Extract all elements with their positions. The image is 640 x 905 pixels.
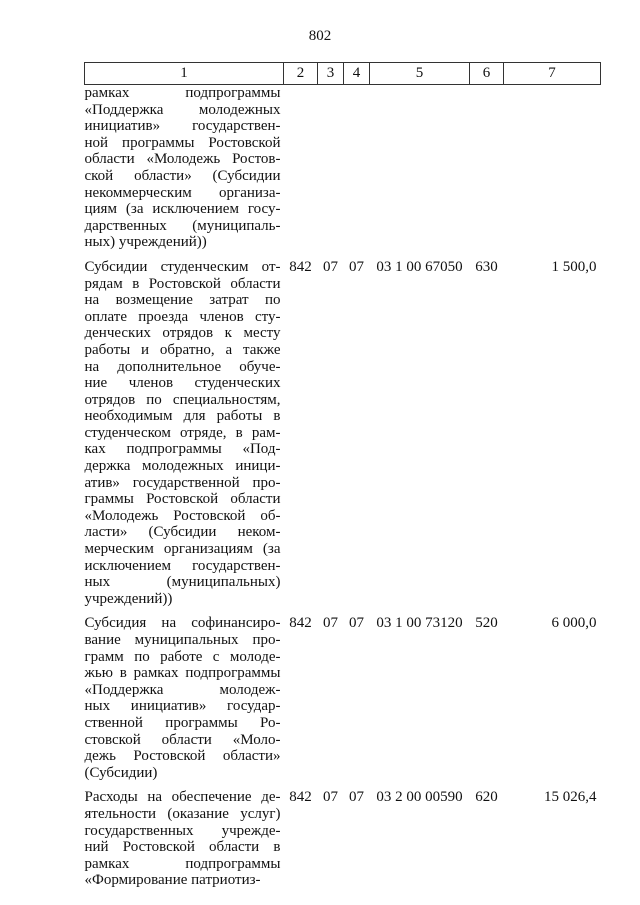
table-row bbox=[85, 607, 601, 781]
expense-type-code: 520 bbox=[475, 615, 498, 632]
description-line: «Поддержка молодежных bbox=[84, 101, 281, 118]
subsection-code bbox=[344, 85, 370, 251]
description-line: мерческим организациям (за bbox=[84, 541, 281, 558]
description-line: отрядов по специальностям, bbox=[84, 391, 281, 408]
section-code: 07 bbox=[323, 789, 338, 806]
amount: 15 026,4 bbox=[544, 789, 597, 806]
column-header: 1 bbox=[85, 63, 284, 85]
description-line: Субсидии студенческим от- bbox=[84, 258, 281, 275]
row-description bbox=[85, 781, 284, 889]
amount: 6 000,0 bbox=[551, 615, 597, 632]
description-line: на дополнительное обуче- bbox=[84, 358, 281, 375]
description-line: ках подпрограммы «Под- bbox=[84, 441, 281, 458]
description-line: ласти» (Субсидии неком- bbox=[84, 524, 281, 541]
section-code bbox=[318, 85, 344, 251]
description-line: вание муниципальных про- bbox=[84, 632, 281, 648]
ministry-code: 842 bbox=[289, 258, 312, 275]
description-line: «Молодежь Ростовской об- bbox=[84, 507, 281, 524]
description-line: ятельности (оказание услуг) bbox=[84, 805, 281, 822]
description-line: рядам в Ростовской области bbox=[84, 275, 281, 292]
description-line: ных) учреждений)) bbox=[84, 234, 207, 251]
description-line: денческих отрядов к месту bbox=[84, 325, 281, 342]
description-line: оплате проезда членов сту- bbox=[84, 308, 281, 325]
ministry-code: 842 bbox=[289, 615, 312, 632]
description-line: учреждений)) bbox=[84, 590, 173, 607]
section-code: 07 bbox=[323, 615, 338, 632]
column-header: 2 bbox=[284, 63, 318, 85]
section-code: 07 bbox=[323, 258, 338, 275]
expense-type-code: 630 bbox=[475, 258, 498, 275]
description-line: некоммерческим организа- bbox=[84, 184, 281, 201]
column-header: 7 bbox=[504, 63, 601, 85]
column-header: 3 bbox=[318, 63, 344, 85]
amount bbox=[504, 85, 601, 251]
row-description bbox=[85, 607, 284, 781]
subsection-code: 07 bbox=[349, 258, 364, 275]
description-line: «Поддержка молодеж- bbox=[84, 681, 281, 698]
expense-type-code bbox=[470, 85, 504, 251]
description-line: ной программы Ростовской bbox=[84, 134, 281, 151]
table-row bbox=[85, 85, 601, 251]
budget-table bbox=[84, 62, 601, 889]
description-line: держка молодежных иници- bbox=[84, 458, 281, 475]
target-article-code: 03 2 00 00590 bbox=[376, 789, 463, 806]
description-line: стовской области «Моло- bbox=[84, 731, 281, 748]
amount: 1 500,0 bbox=[551, 258, 597, 275]
description-line: «Формирование патриотиз- bbox=[84, 872, 261, 889]
description-line: рамках подпрограммы bbox=[84, 85, 281, 101]
table-row bbox=[85, 251, 601, 607]
description-line: Расходы на обеспечение де- bbox=[84, 789, 281, 806]
description-line: рамках подпрограммы bbox=[84, 855, 281, 872]
subsection-code: 07 bbox=[349, 789, 364, 806]
column-header: 6 bbox=[470, 63, 504, 85]
description-line: дарственных (муниципаль- bbox=[84, 217, 281, 234]
description-line: области «Молодежь Ростов- bbox=[84, 151, 281, 168]
row-description bbox=[85, 251, 284, 607]
description-line: государственных учрежде- bbox=[84, 822, 281, 839]
target-article-code: 03 1 00 67050 bbox=[376, 258, 463, 275]
column-header: 4 bbox=[344, 63, 370, 85]
description-line: необходимым для работы в bbox=[84, 408, 281, 425]
expense-type-code: 620 bbox=[475, 789, 498, 806]
description-line: ской области» (Субсидии bbox=[84, 167, 281, 184]
target-article-code: 03 1 00 73120 bbox=[376, 615, 463, 632]
description-line: ние членов студенческих bbox=[84, 375, 281, 392]
description-line: Субсидия на софинансиро- bbox=[84, 615, 281, 632]
column-header: 5 bbox=[370, 63, 470, 85]
ministry-code bbox=[284, 85, 318, 251]
table-header-row bbox=[85, 63, 601, 85]
description-line: граммы Ростовской области bbox=[84, 491, 281, 508]
description-line: ных (муниципальных) bbox=[84, 574, 281, 591]
description-line: на возмещение затрат по bbox=[84, 292, 281, 309]
description-line: дежь Ростовской области» bbox=[84, 748, 281, 765]
row-description bbox=[85, 85, 284, 251]
description-line: исключением государствен- bbox=[84, 557, 281, 574]
description-line: работы и обратно, а также bbox=[84, 341, 281, 358]
table-row bbox=[85, 781, 601, 889]
description-line: ний Ростовской области в bbox=[84, 839, 281, 856]
description-line: студенческом отряде, в рам- bbox=[84, 424, 281, 441]
description-line: атив» государственной про- bbox=[84, 474, 281, 491]
page-number: 802 bbox=[308, 28, 332, 44]
description-line: инициатив» государствен- bbox=[84, 118, 281, 135]
description-line: жью в рамках подпрограммы bbox=[84, 665, 281, 682]
subsection-code: 07 bbox=[349, 615, 364, 632]
description-line: (Субсидии) bbox=[84, 764, 158, 781]
target-article-code bbox=[370, 85, 470, 251]
description-line: ных инициатив» государ- bbox=[84, 698, 281, 715]
description-line: циям (за исключением госу- bbox=[84, 201, 281, 218]
description-line: ственной программы Ро- bbox=[84, 714, 281, 731]
ministry-code: 842 bbox=[289, 789, 312, 806]
description-line: грамм по работе с молоде- bbox=[84, 648, 281, 665]
